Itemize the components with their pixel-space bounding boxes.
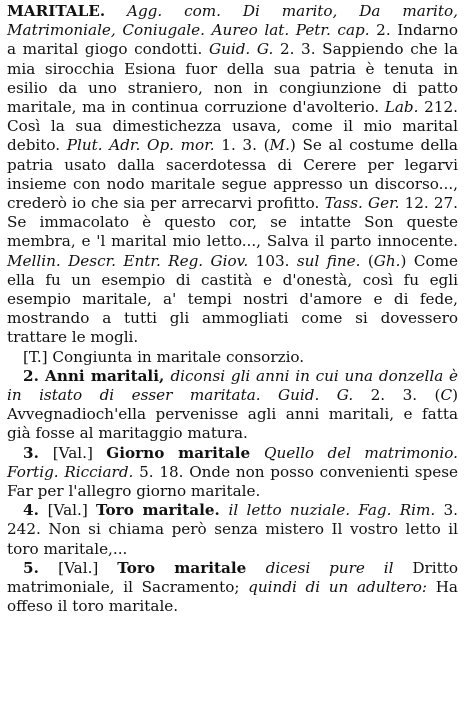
text-run: quindi di un adultero: [248, 578, 436, 597]
text-run: Giorno maritale [106, 443, 264, 462]
text-run: dicesi pure il [265, 558, 413, 577]
entry-note-tommaseo [7, 348, 458, 367]
text-run: Dritto matrimoniale, il Sacramento; [7, 558, 458, 597]
text-run: diconsi gli anni in cui una donzella è in istato di esser maritata. Guid. G. [7, 366, 458, 405]
text-run: il letto nuziale. Fag. Rim. [228, 501, 444, 520]
text-run: [Val.] [58, 558, 118, 577]
text-run: Agg. com. Di marito, Da marito, Matrimoniale, Coniugale. Aureo lat. Petr. cap. [7, 2, 458, 40]
text-run: ) Avvegnadioch'ella pervenisse agli anni maritali, e fatta già fosse al maritaggio matura. [7, 386, 458, 443]
text-run: 2. 3. ( [370, 386, 441, 405]
text-run: Gh. [373, 251, 401, 270]
entry-sense-4 [7, 501, 458, 559]
text-run: ) Come ella fu un esempio di castità e d'onestà, così fu egli esempio maritale, a' tempi nostri d'amore e di fede, mostrando a tutti gli ammogliati come si dovessero trattare le mogli. [7, 251, 458, 347]
text-run: 5. 18. Onde non posso convenienti spese Far per l'allegro giorno maritale. [7, 462, 458, 501]
text-run: Toro maritale [117, 558, 266, 577]
text-run: MARITALE. [7, 2, 106, 20]
entry-sense-5 [7, 559, 458, 617]
text-run: Quello del matrimonio. Fortig. Ricciard. [7, 443, 458, 481]
entry-sense-2 [7, 367, 458, 444]
text-run: [Val.] [52, 443, 107, 462]
text-run: 103. [255, 251, 297, 270]
text-run: ( [367, 251, 374, 270]
text-run: 2. Indarno a marital giogo condotti. [7, 21, 458, 59]
text-run: 3. [23, 443, 53, 462]
text-run: M. [269, 136, 290, 155]
text-run: 2. Anni maritali, [23, 366, 171, 385]
text-run: Ha offeso il toro maritale. [7, 578, 458, 616]
text-run: 4. [23, 501, 48, 520]
entry-sense-3 [7, 444, 458, 502]
text-run: sul fine. [296, 251, 368, 270]
text-run: Lab. [384, 98, 425, 117]
text-run: Tass. Ger. [324, 194, 405, 213]
text-run: Plut. Adr. Op. mor. [66, 136, 222, 155]
entry-main-definition [7, 2, 458, 348]
text-run: ) Se al costume della patria usato dalla sacerdotessa di Cerere per legarvi insieme con nodo maritale segue appresso un discorso..., crederò io che sia per arrecarvi profitto. [7, 136, 458, 213]
text-run: Mellin. Descr. Entr. Reg. Giov. [7, 251, 256, 270]
text-run: 12. 27. Se immacolato è questo cor, se intatte Son queste membra, e 'l marital mio letto..., Salva il parto innocente. [7, 194, 458, 251]
text-run: Toro maritale. [96, 501, 229, 520]
text-run: 5. [23, 558, 59, 577]
text-run: [Val.] [47, 501, 96, 520]
text-run: 3. 242. Non si chiama però senza mistero Il vostro letto il toro maritale,... [7, 501, 458, 558]
text-run: 212. Così la sua dimestichezza usava, come il mio marital debito. [7, 98, 458, 155]
text-run: [T.] Congiunta in maritale consorzio. [23, 347, 305, 366]
text-run: C [440, 386, 453, 405]
text-run: 2. 3. Sappiendo che la mia sirocchia Esiona fuor della sua patria è tenuta in esilio da uno straniero, non in congiunzione di patto maritale, ma in continua corruzione d'avolterio. [7, 40, 459, 117]
text-run: 1. 3. ( [221, 136, 270, 155]
text-run: Guid. G. [208, 40, 280, 59]
